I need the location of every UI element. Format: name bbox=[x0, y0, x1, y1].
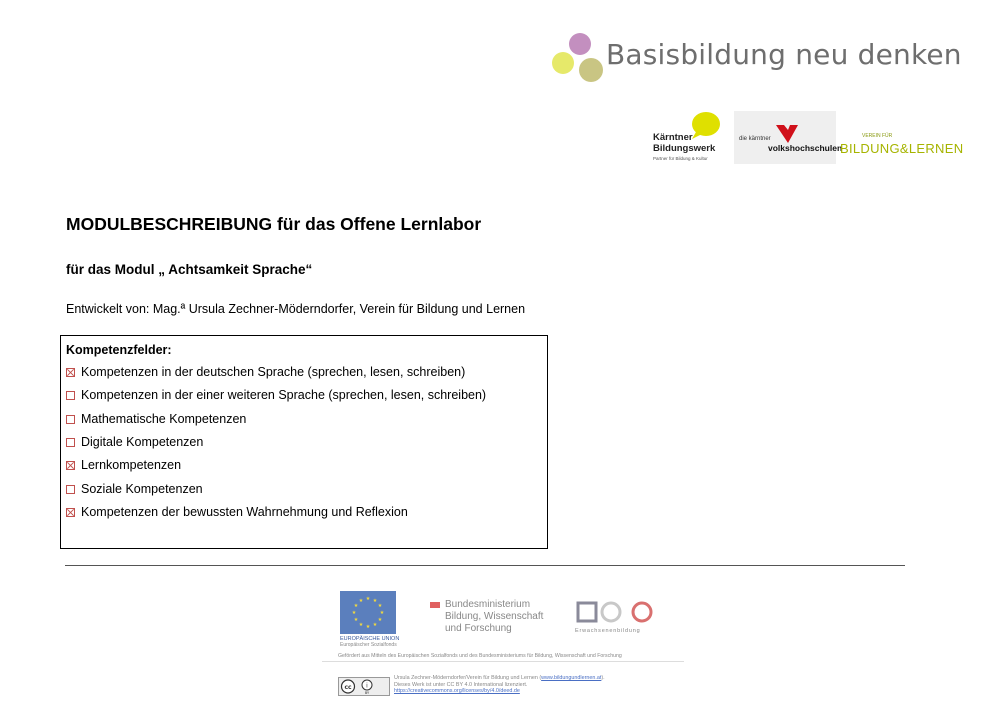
svg-text:★: ★ bbox=[358, 622, 364, 628]
svg-text:★: ★ bbox=[358, 598, 364, 604]
verein-bildung-lernen-logo bbox=[840, 133, 970, 159]
license-link[interactable]: www.bildungundlernen.at bbox=[541, 675, 602, 681]
competency-label: Lernkompetenzen bbox=[81, 458, 182, 472]
competency-item[interactable] bbox=[66, 458, 181, 472]
svg-text:★: ★ bbox=[351, 610, 357, 616]
document-author: Entwickelt von: Mag.ª Ursula Zechner-Möderndorfer, Verein für Bildung und Lernen bbox=[66, 302, 526, 316]
ministry-line2: Bildung, Wissenschaft bbox=[445, 611, 544, 622]
cc-badge-text: BY bbox=[364, 691, 370, 695]
erwachsenenbildung-logo bbox=[575, 600, 659, 640]
checkbox-checked-icon[interactable] bbox=[66, 368, 75, 377]
competency-item[interactable] bbox=[66, 435, 203, 449]
competency-label: Digitale Kompetenzen bbox=[81, 435, 204, 449]
competency-item[interactable] bbox=[66, 505, 408, 519]
funding-note: Gefördert aus Mitteln des Europäischen Sozialfonds und des Bundesministeriums für Bildung, Wissenschaft und Forschung bbox=[338, 653, 622, 659]
austria-flag-icon bbox=[430, 602, 440, 608]
competency-label: Kompetenzen in der deutschen Sprache (sprechen, lesen, schreiben) bbox=[81, 365, 466, 379]
svg-text:★: ★ bbox=[372, 622, 378, 628]
vhs-small-text: die kärntner bbox=[739, 136, 771, 142]
svg-text:i: i bbox=[366, 682, 368, 690]
volkshochschulen-logo bbox=[734, 111, 843, 164]
ministry-line3: und Forschung bbox=[445, 623, 512, 634]
eu-flag-icon bbox=[340, 591, 396, 634]
competency-item[interactable] bbox=[66, 482, 203, 496]
circles-logo-icon bbox=[548, 30, 608, 86]
eb-shapes-icon bbox=[575, 600, 659, 626]
kbw-line2: Bildungswerk bbox=[653, 143, 716, 154]
basisbildung-logo-text: Basisbildung neu denken bbox=[606, 38, 962, 71]
competency-label: Soziale Kompetenzen bbox=[81, 482, 203, 496]
competency-item[interactable] bbox=[66, 365, 465, 379]
checkbox-icon[interactable] bbox=[66, 415, 75, 424]
license-text bbox=[394, 675, 605, 695]
funding-divider bbox=[322, 661, 684, 662]
footer-divider bbox=[65, 565, 905, 566]
ministry-logo bbox=[430, 599, 550, 641]
svg-text:★: ★ bbox=[365, 596, 371, 602]
competency-label: Mathematische Kompetenzen bbox=[81, 412, 247, 426]
competency-label: Kompetenzen der bewussten Wahrnehmung und Reflexion bbox=[81, 505, 408, 519]
license-line1-end: ). bbox=[601, 675, 605, 681]
svg-text:★: ★ bbox=[353, 617, 359, 623]
kaerntner-bildungswerk-logo bbox=[650, 110, 725, 166]
vhs-big-text: volkshochschulen bbox=[768, 143, 843, 153]
checkbox-checked-icon[interactable] bbox=[66, 508, 75, 517]
checkbox-icon[interactable] bbox=[66, 438, 75, 447]
eu-label: EUROPÄISCHE UNION bbox=[340, 636, 400, 642]
competency-heading: Kompetenzfelder: bbox=[66, 343, 172, 357]
svg-text:★: ★ bbox=[353, 603, 359, 609]
license-url[interactable]: https://creativecommons.org/licenses/by/4.0/deed.de bbox=[394, 688, 520, 694]
document-title: MODULBESCHREIBUNG für das Offene Lernlabor bbox=[66, 214, 482, 234]
checkbox-icon[interactable] bbox=[66, 391, 75, 400]
basisbildung-logo bbox=[548, 30, 962, 86]
esf-label: Europäischer Sozialfonds bbox=[340, 642, 397, 648]
svg-text:★: ★ bbox=[365, 624, 371, 630]
svg-text:★: ★ bbox=[372, 598, 378, 604]
cc-license-badge[interactable] bbox=[338, 677, 390, 696]
svg-text:★: ★ bbox=[379, 610, 385, 616]
competency-label: Kompetenzen in der einer weiteren Sprache (sprechen, lesen, schreiben) bbox=[81, 388, 487, 402]
document-subtitle: für das Modul „ Achtsamkeit Sprache“ bbox=[66, 262, 313, 277]
svg-text:★: ★ bbox=[377, 617, 383, 623]
vbl-big-text: BILDUNG&LERNEN bbox=[840, 141, 964, 156]
kbw-tagline: Partner für Bildung & Kultur bbox=[653, 156, 708, 161]
eu-stars-icon bbox=[340, 591, 396, 634]
license-line1: Ursula Zechner-Möderndorfer/Verein für Bildung und Lernen ( bbox=[394, 675, 542, 681]
kbw-line1: Kärntner bbox=[653, 132, 693, 143]
checkbox-checked-icon[interactable] bbox=[66, 461, 75, 470]
competency-item[interactable] bbox=[66, 412, 246, 426]
svg-text:★: ★ bbox=[377, 603, 383, 609]
competency-box bbox=[60, 335, 548, 549]
checkbox-icon[interactable] bbox=[66, 485, 75, 494]
ministry-line1: Bundesministerium bbox=[445, 599, 531, 610]
license-line2: Dieses Werk ist unter CC BY 4.0 International lizenziert. bbox=[394, 681, 528, 688]
eb-label: Erwachsenenbildung bbox=[575, 628, 641, 634]
vbl-small-text: VEREIN FÜR bbox=[862, 133, 893, 139]
svg-text:cc: cc bbox=[344, 684, 352, 691]
cc-by-icon bbox=[339, 678, 389, 695]
competency-item[interactable] bbox=[66, 388, 486, 402]
